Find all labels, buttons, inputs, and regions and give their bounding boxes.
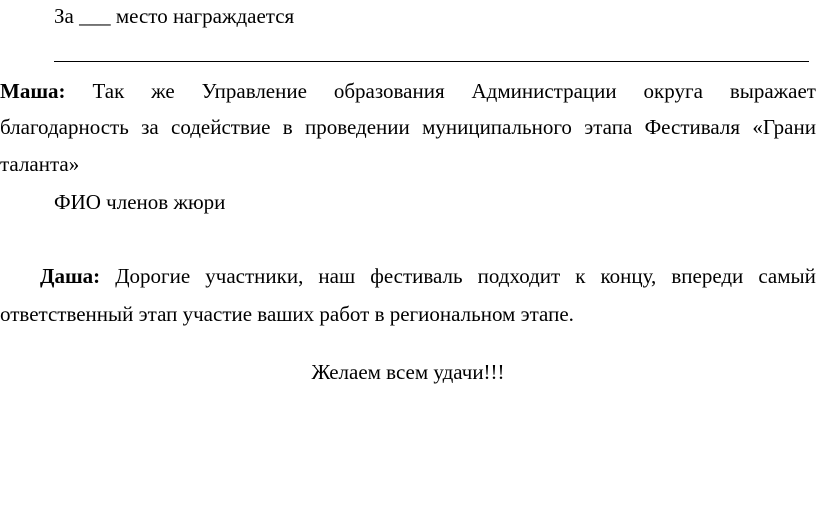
- dasha-paragraph-line-2: ответственный этап участие ваших работ в региональном этапе.: [0, 302, 574, 326]
- word: образования: [333, 79, 445, 103]
- word: муниципального: [422, 115, 572, 139]
- word: за: [141, 115, 159, 139]
- word: этапа: [584, 115, 633, 139]
- jury-names-line: ФИО членов жюри: [54, 190, 226, 214]
- word: участники,: [205, 264, 304, 288]
- masha-paragraph-line-3: таланта»: [0, 152, 80, 176]
- word: же: [151, 79, 175, 103]
- word: Фестиваля: [644, 115, 741, 139]
- speaker-dasha: Даша:: [40, 264, 101, 288]
- word: округа: [643, 79, 703, 103]
- word: Управление: [201, 79, 307, 103]
- word: концу,: [600, 264, 657, 288]
- word: Дорогие: [115, 264, 191, 288]
- speaker-masha: Маша:: [0, 79, 66, 103]
- word: подходит: [477, 264, 561, 288]
- word: Администрации: [471, 79, 617, 103]
- word: «Грани: [752, 115, 816, 139]
- word: фестиваль: [370, 264, 463, 288]
- word: благодарность: [0, 115, 129, 139]
- masha-paragraph-line-2: [0, 117, 816, 138]
- closing-wish: Желаем всем удачи!!!: [311, 360, 505, 384]
- word: наш: [318, 264, 356, 288]
- word: содействие: [171, 115, 271, 139]
- masha-paragraph-line-1: [0, 81, 816, 102]
- dasha-paragraph-line-1: [40, 266, 816, 287]
- word: проведении: [304, 115, 410, 139]
- award-place-line: За ___ место награждается: [54, 4, 295, 28]
- word: Так: [92, 79, 125, 103]
- word: к: [575, 264, 586, 288]
- word: в: [282, 115, 293, 139]
- word: выражает: [729, 79, 816, 103]
- word: впереди: [671, 264, 744, 288]
- word: самый: [758, 264, 816, 288]
- blank-signature-rule: [54, 61, 809, 62]
